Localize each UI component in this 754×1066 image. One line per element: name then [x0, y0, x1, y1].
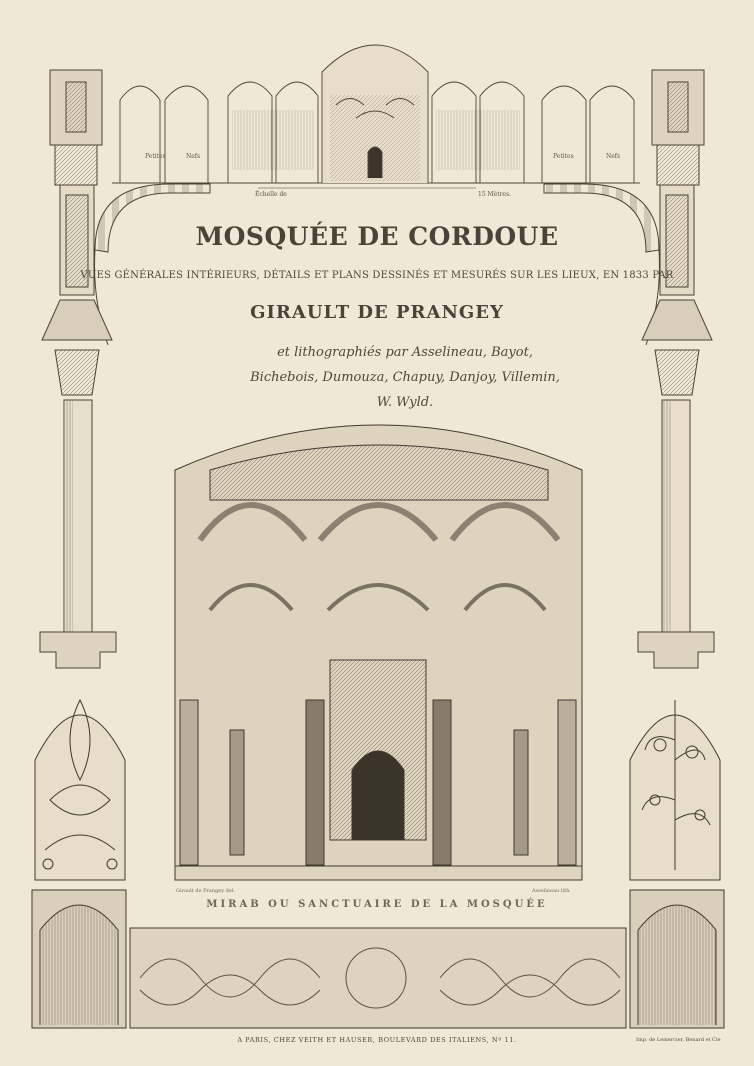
mihrab-view [175, 425, 582, 880]
plate-subtitle: VUES GÉNÉRALES INTÉRIEURS, DÉTAILS ET PLANS DESSINÉS ET MESURÉS SUR LES LIEUX, EN 1833 PAR [80, 270, 674, 281]
printer-line: Imp. de Lemercier, Benard et Cie [636, 1037, 721, 1043]
ornament-panel-right [630, 700, 720, 880]
left-column [40, 70, 116, 668]
bottom-ornament-strip [32, 890, 724, 1028]
cross-section-elevation [112, 45, 640, 188]
nave-label-right-1: Petites [553, 153, 574, 160]
lithographers-credit: et lithographiés par Asselineau, Bayot, Bichebois, Dumouza, Chapuy, Danjoy, Villemin, W. Wyld. [250, 345, 560, 410]
author-name: GIRAULT DE PRANGEY [250, 302, 504, 323]
credit-right: Asselineau lith. [532, 888, 571, 894]
ornament-panel-left [35, 700, 125, 880]
nave-label-left-1: Petites [145, 153, 166, 160]
right-column [638, 70, 714, 668]
nave-label-right-2: Nefs [606, 153, 621, 160]
publisher-line: A PARIS, CHEZ VEITH ET HAUSER, BOULEVARD DES ITALIENS, Nº 11. [237, 1036, 517, 1044]
credit-left: Girault de Prangey del. [176, 888, 236, 894]
scale-label-end: 15 Mètres. [478, 191, 512, 198]
plate-title: MOSQUÉE DE CORDOUE [195, 222, 559, 251]
main-caption: MIRAB OU SANCTUAIRE DE LA MOSQUÉE [206, 899, 548, 910]
nave-label-left-2: Nefs [186, 153, 201, 160]
scale-label-start: Échelle de [255, 191, 287, 198]
